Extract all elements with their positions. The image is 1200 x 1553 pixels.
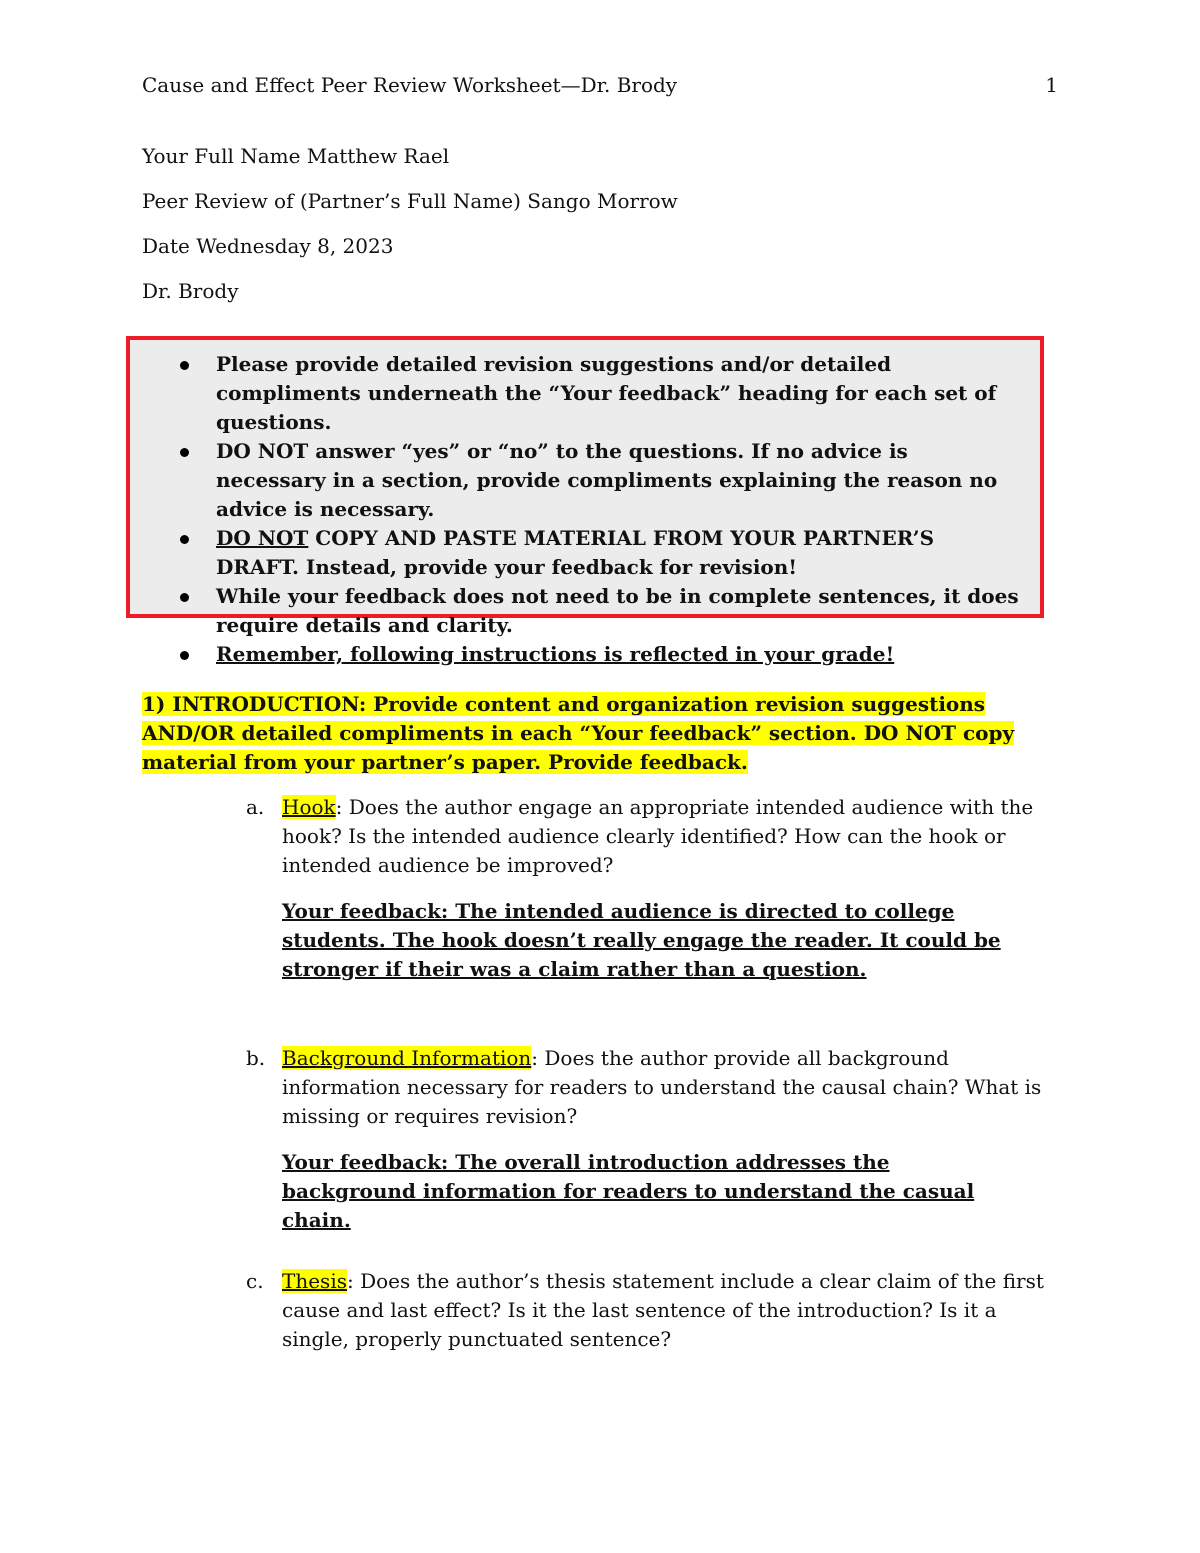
- instruction-text: DO NOT answer “yes” or “no” to the questions. If no advice is necessary in a section, provide compliments explaining the reason no advice is necessary.: [216, 439, 998, 521]
- bullet-icon: [180, 535, 189, 544]
- instruction-emphasis: DO NOT: [216, 526, 309, 550]
- instruction-item: [130, 640, 1040, 669]
- student-name-line: Your Full Name Matthew Rael: [142, 144, 450, 168]
- question-text: [282, 1044, 1062, 1131]
- instructions-list: [130, 350, 1040, 669]
- question-term: Background Information: [282, 1046, 532, 1070]
- instruction-item: [130, 437, 1040, 524]
- instructions-box: [126, 336, 1044, 666]
- instructor-line: Dr. Brody: [142, 279, 239, 303]
- instruction-text: Please provide detailed revision suggestions and/or detailed compliments underneath the “Your feedback” heading for each set of questions.: [216, 352, 997, 434]
- question-term: Thesis: [282, 1269, 347, 1293]
- question-letter: b.: [246, 1046, 266, 1070]
- question-body: : Does the author’s thesis statement include a clear claim of the first cause and last effect? Is it the last sentence of the introduction? Is it a single, properly punctuated sentence?: [282, 1269, 1044, 1351]
- bullet-icon: [180, 651, 189, 660]
- feedback-background: Your feedback: The overall introduction addresses the background information for readers to understand the casual chain.: [282, 1150, 975, 1232]
- question-body: : Does the author provide all background information necessary for readers to understand the causal chain? What is missing or requires revision?: [282, 1046, 1042, 1128]
- instruction-item: [130, 524, 1040, 582]
- section-heading: [142, 690, 1072, 777]
- question-text: [282, 793, 1062, 880]
- date-line: Date Wednesday 8, 2023: [142, 234, 394, 258]
- question-letter: a.: [246, 795, 265, 819]
- question-text: [282, 1267, 1062, 1354]
- feedback-hook: Your feedback: The intended audience is directed to college students. The hook doesn’t really engage the reader. It could be stronger if their was a claim rather than a question.: [282, 899, 1001, 981]
- bullet-icon: [180, 448, 189, 457]
- instruction-text: Remember, following instructions is reflected in your grade!: [216, 642, 895, 666]
- question-body: : Does the author engage an appropriate intended audience with the hook? Is the intended audience clearly identified? How can the hook or intended audience be improved?: [282, 795, 1034, 877]
- page-number: 1: [1045, 73, 1058, 97]
- partner-name-line: Peer Review of (Partner’s Full Name) Sango Morrow: [142, 189, 678, 213]
- question-term: Hook: [282, 795, 336, 819]
- bullet-icon: [180, 593, 189, 602]
- section-heading-text: 1) INTRODUCTION: Provide content and organization revision suggestions AND/OR detailed compliments in each “Your feedback” section. DO NOT copy material from your partner’s paper. Provide feedback.: [142, 692, 1015, 774]
- running-title: Cause and Effect Peer Review Worksheet—Dr. Brody: [142, 73, 678, 97]
- question-letter: c.: [246, 1269, 264, 1293]
- instruction-item: [130, 582, 1040, 640]
- instruction-text: COPY AND PASTE MATERIAL FROM YOUR PARTNER’S DRAFT. Instead, provide your feedback for revision!: [216, 526, 935, 579]
- instruction-text: While your feedback does not need to be in complete sentences, it does require details and clarity.: [216, 584, 1019, 637]
- bullet-icon: [180, 361, 189, 370]
- instruction-item: [130, 350, 1040, 437]
- student-info: [142, 142, 678, 322]
